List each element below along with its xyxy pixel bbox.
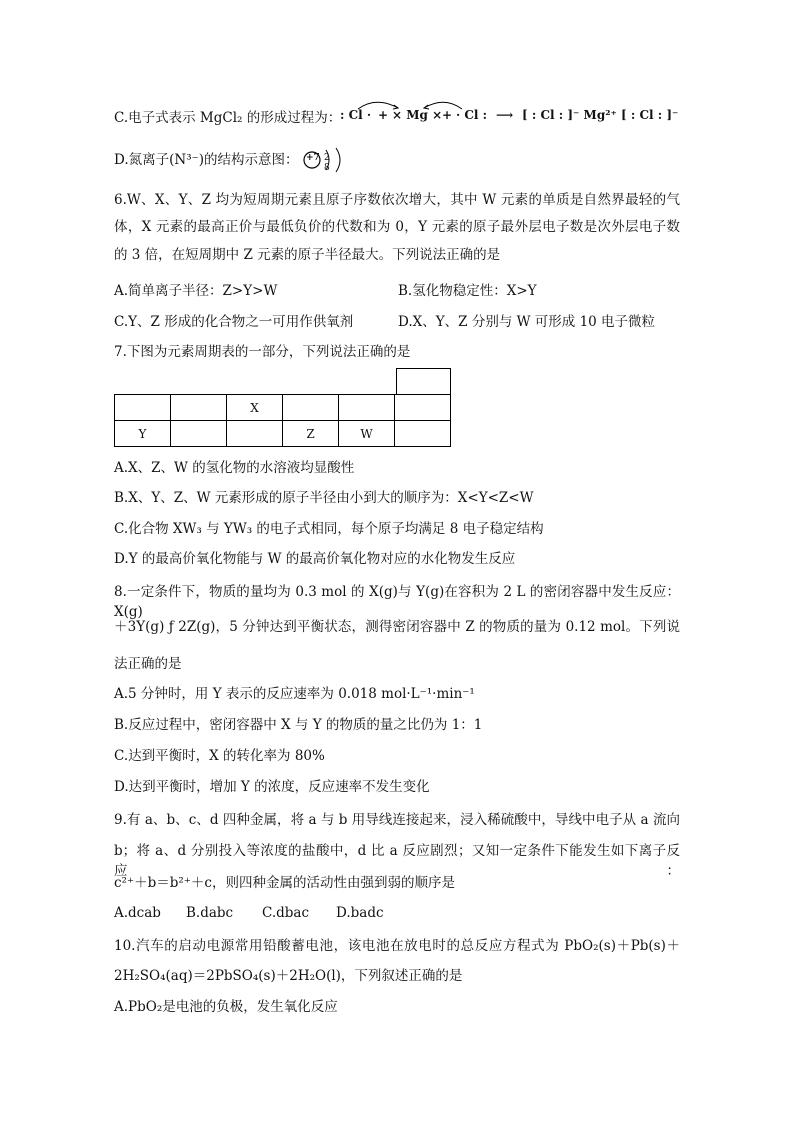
q9-stem-line-2: b；将 a、d 分别投入等浓度的盐酸中，d 比 a 反应剧烈；又知一定条件下能发生如下离子反应： xyxy=(114,843,680,879)
periodic-cell xyxy=(171,395,227,421)
q7-option-c: C.化合物 XW₃ 与 YW₃ 的电子式相同，每个原子均满足 8 电子稳定结构 xyxy=(114,521,544,537)
q9-stem-line-3: c²⁺＋b＝b²⁺＋c，则四种金属的活动性由强到弱的顺序是 xyxy=(114,875,455,891)
q5-option-d-label: D.氮离子(N³⁻)的结构示意图： xyxy=(114,152,299,168)
q7-option-a: A.X、Z、W 的氢化物的水溶液均显酸性 xyxy=(114,460,355,476)
electron-transfer-arrows xyxy=(352,96,472,112)
q8-stem-line-1: 8.一定条件下，物质的量均为 0.3 mol 的 X(g)与 Y(g)在容积为 2 L 的密闭容器中发生反应：X(g) xyxy=(114,584,680,620)
q5-option-c-label: C.电子式表示 MgCl₂ 的形成过程为： xyxy=(114,110,342,126)
cl-atom-right: · Cl : xyxy=(456,108,488,122)
q7-option-b: B.X、Y、Z、W 元素形成的原子半径由小到大的顺序为：X<Y<Z<W xyxy=(114,490,534,506)
periodic-cell-x: X xyxy=(227,395,283,421)
periodic-table-fragment xyxy=(114,394,451,447)
q7-option-d: D.Y 的最高价氧化物能与 W 的最高价氧化物对应的水化物发生反应 xyxy=(114,551,516,567)
periodic-cell-w: W xyxy=(339,421,395,447)
q10-stem-line-2: 2H₂SO₄(aq)＝2PbSO₄(s)＋2H₂O(l)，下列叙述正确的是 xyxy=(114,968,463,984)
periodic-table-row xyxy=(115,395,451,421)
periodic-cell xyxy=(395,395,451,421)
q8-option-c: C.达到平衡时，X 的转化率为 80% xyxy=(114,748,325,764)
q8-option-d: D.达到平衡时，增加 Y 的浓度，反应速率不发生变化 xyxy=(114,779,430,795)
mg-atom: × Mg × xyxy=(392,108,443,122)
periodic-cell-z: Z xyxy=(283,421,339,447)
periodic-table-row xyxy=(115,421,451,447)
q6-option-c: C.Y、Z 形成的化合物之一可用作供氧剂 xyxy=(114,314,354,330)
q8-option-a: A.5 分钟时，用 Y 表示的反应速率为 0.018 mol·L⁻¹·min⁻¹ xyxy=(114,686,475,702)
q9-option-c: C.dbac xyxy=(262,905,310,921)
periodic-cell-y: Y xyxy=(115,421,171,447)
q7-stem: 7.下图为元素周期表的一部分，下列说法正确的是 xyxy=(114,344,411,360)
q10-stem-line-1: 10.汽车的启动电源常用铅酸蓄电池，该电池在放电时的总反应方程式为 PbO₂(s)＋Pb(s)＋ xyxy=(114,938,680,954)
periodic-cell xyxy=(227,421,283,447)
periodic-table-top-cell xyxy=(396,368,451,394)
q8-stem-line-3: 法正确的是 xyxy=(114,656,182,672)
q6-option-d: D.X、Y、Z 分别与 W 可形成 10 电子微粒 xyxy=(398,314,656,330)
q6-stem-line-1: 6.W、X、Y、Z 均为短周期元素且原子序数依次增大，其中 W 元素的单质是自然界最轻的气 xyxy=(114,192,680,208)
q8-stem-line-2: ＋3Y(g) ƒ 2Z(g)，5 分钟达到平衡状态，测得密闭容器中 Z 的物质的量为 0.12 mol。下列说 xyxy=(114,619,680,635)
q6-option-b: B.氢化物稳定性：X>Y xyxy=(398,283,537,299)
q8-option-b: B.反应过程中，密闭容器中 X 与 Y 的物质的量之比仍为 1：1 xyxy=(114,717,483,733)
q6-stem-line-2: 体，X 元素的最高正价与最低负价的代数和为 0，Y 元素的原子最外层电子数是次外层电子数 xyxy=(114,219,680,235)
q6-stem-line-3: 的 3 倍，在短周期中 Z 元素的原子半径最大。下列说法正确的是 xyxy=(114,247,501,263)
plus-sign-2: + xyxy=(442,108,453,122)
nitrogen-ion-structure-diagram xyxy=(302,146,352,174)
q9-option-b: B.dabc xyxy=(186,905,234,921)
periodic-cell xyxy=(283,395,339,421)
plus-sign-1: + xyxy=(378,108,389,122)
periodic-cell xyxy=(339,395,395,421)
periodic-cell xyxy=(395,421,451,447)
periodic-cell xyxy=(171,421,227,447)
periodic-cell xyxy=(115,395,171,421)
q10-option-a: A.PbO₂是电池的负极，发生氧化反应 xyxy=(114,999,338,1015)
q6-option-a: A.简单离子半径：Z>Y>W xyxy=(114,283,278,299)
cl-atom-left: : Cl · xyxy=(340,108,372,122)
mgcl2-product: [ : Cl : ]⁻ Mg²⁺ [ : Cl : ]⁻ xyxy=(522,108,679,122)
q9-option-d: D.badc xyxy=(336,905,384,921)
q9-option-a: A.dcab xyxy=(114,905,161,921)
nucleus-charge: +7 xyxy=(306,153,320,163)
electron-shells: 2 8 xyxy=(324,153,335,173)
reaction-arrow: ⟶ xyxy=(496,108,514,122)
q9-stem-line-1: 9.有 a、b、c、d 四种金属，将 a 与 b 用导线连接起来，浸入稀硫酸中，导线中电子从 a 流向 xyxy=(114,812,680,828)
